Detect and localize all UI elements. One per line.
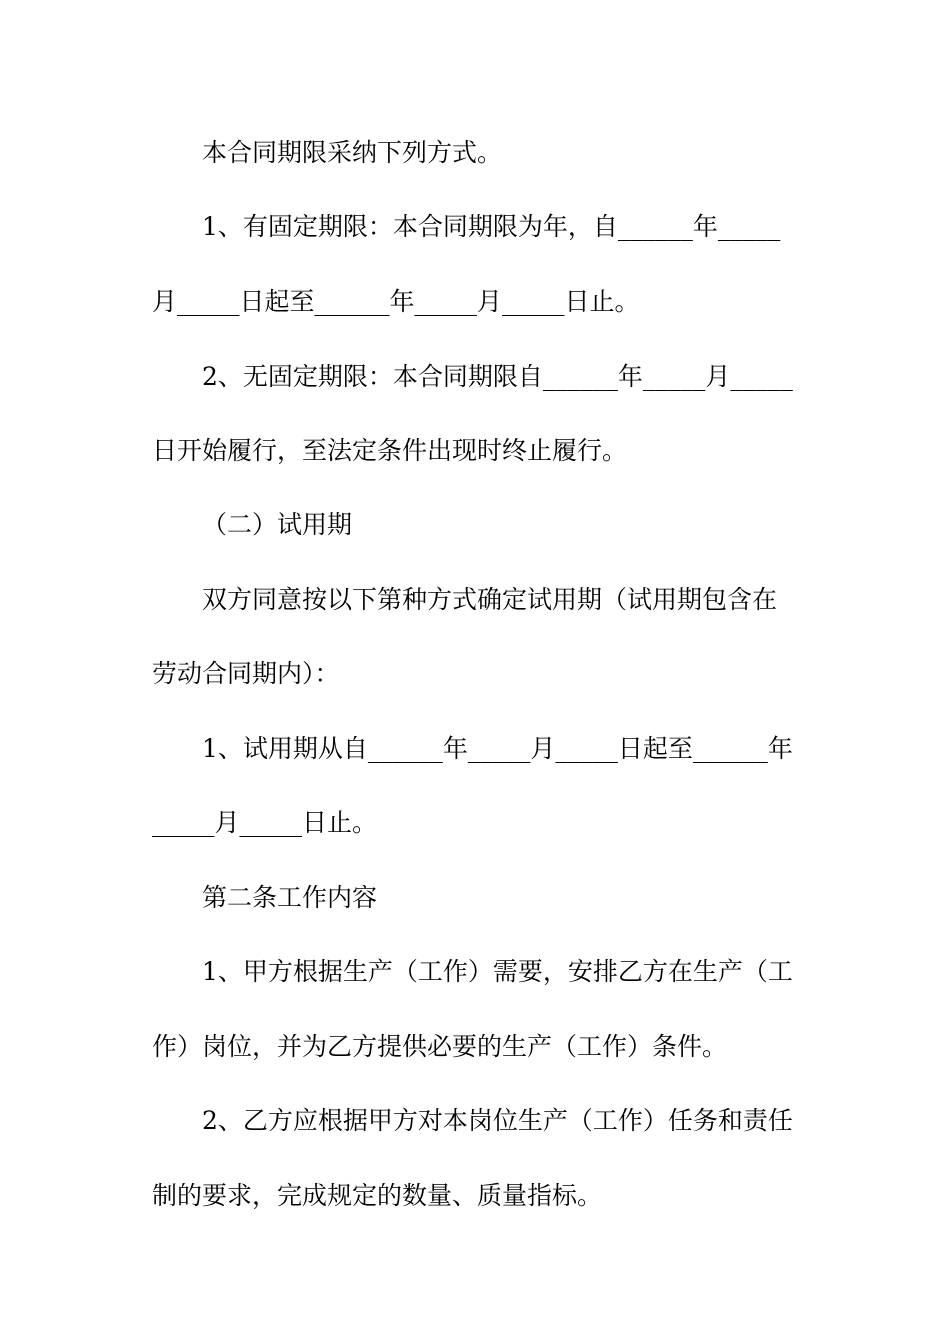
paragraph-open-term-line-2: 日开始履行，至法定条件出现时终止履行。 bbox=[152, 436, 628, 465]
paragraph-probation-line-2: 劳动合同期内）： bbox=[152, 659, 340, 688]
paragraph-work-item-2-line-2: 制的要求，完成规定的数量、质量指标。 bbox=[152, 1181, 603, 1210]
paragraph-work-item-1-line-2: 作）岗位，并为乙方提供必要的生产（工作）条件。 bbox=[152, 1032, 728, 1061]
article-heading-work-content: 第二条工作内容 bbox=[202, 883, 378, 912]
paragraph-probation-line-1: 双方同意按以下第种方式确定试用期（试用期包含在 bbox=[202, 585, 778, 614]
paragraph-fixed-term-line-2: 月_____日起至______年_____月_____日止。 bbox=[152, 287, 640, 316]
paragraph-probation-dates-line-2: _____月_____日止。 bbox=[152, 808, 378, 837]
paragraph-work-item-1-line-1: 1、甲方根据生产（工作）需要，安排乙方在生产（工 bbox=[202, 957, 793, 986]
paragraph-term-intro: 本合同期限采纳下列方式。 bbox=[202, 138, 503, 167]
paragraph-fixed-term-line-1: 1、有固定期限：本合同期限为年，自______年_____ bbox=[202, 212, 781, 241]
section-heading-probation: （二）试用期 bbox=[202, 510, 353, 539]
paragraph-open-term-line-1: 2、无固定期限：本合同期限自______年_____月_____ bbox=[202, 362, 793, 391]
paragraph-work-item-2-line-1: 2、乙方应根据甲方对本岗位生产（工作）任务和责任 bbox=[202, 1106, 793, 1135]
paragraph-probation-dates-line-1: 1、试用期从自______年_____月_____日起至______年 bbox=[202, 734, 793, 763]
